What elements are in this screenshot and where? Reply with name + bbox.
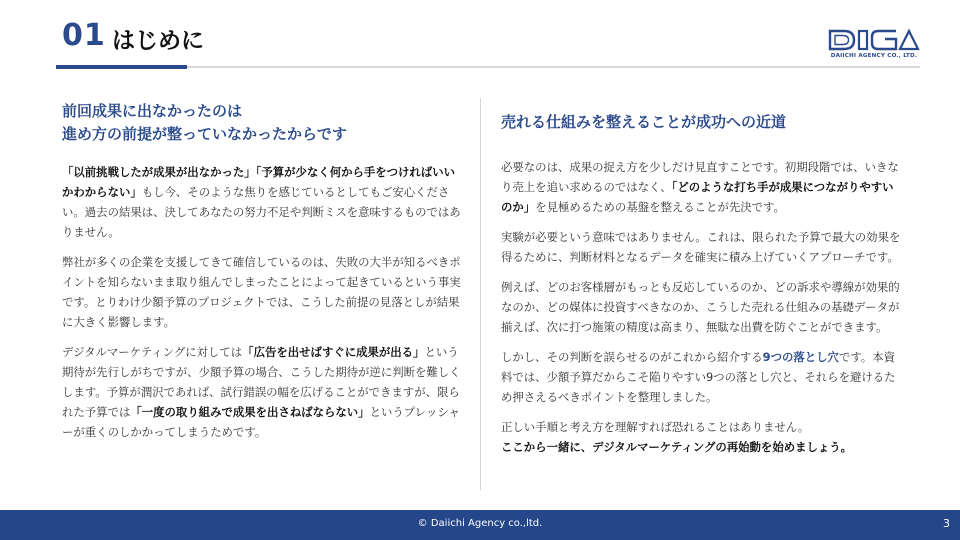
right-paragraph-3: 例えば、どのお客様層がもっとも反応しているのか、どの訴求や導線が効果的なのか、どの媒体に投資すべきなのか、こうした売れる仕組みの基礎データが揃えば、次に打つ施策の精度は高まり、無駄な出費を防ぐことができます。	[501, 280, 900, 334]
copyright: © Daiichi Agency co.,ltd.	[417, 518, 543, 529]
left-column	[62, 98, 462, 442]
left-p3-bold-2: 「一度の取り組みで成果を出さねばならない」	[130, 405, 370, 419]
quote-2: 「予算が少なく何から手をつければいいかわからない」	[62, 165, 455, 199]
right-p4-text-2: です。本資料では、少額予算だからこそ陥りやすい9つの落とし穴と、それらを避けるため押さえるべきポイントを整理しました。	[501, 350, 896, 404]
right-paragraph-4	[501, 347, 901, 407]
column-divider	[480, 98, 481, 490]
right-p1-text-2: を見極めるための基盤を整えることが先決です。	[535, 200, 785, 214]
left-heading	[62, 100, 462, 146]
right-paragraph-2: 実験が必要という意味ではありません。これは、限られた予算で最大の効果を得るために、判断材料となるデータを確実に積み上げていくアプローチです。	[501, 230, 901, 264]
left-heading-line2: 進め方の前提が整っていなかったからです	[62, 125, 347, 143]
right-heading: 売れる仕組みを整えることが成功への近道	[501, 113, 787, 131]
section-number: 01	[62, 18, 106, 53]
left-p3-text-2: という期待が先行しがちですが、少額予算の場合、こうした期待が逆に判断を難しくします。予算が潤沢であれば、試行錯誤の幅を広げることができますが、限られた予算では	[62, 345, 461, 419]
left-paragraph-1	[62, 162, 462, 242]
right-p5-bold: ここから一緒に、デジタルマーケティングの再始動を始めましょう。	[501, 440, 853, 454]
slide-header	[0, 0, 960, 70]
right-p1-bold: 「どのような打ち手が成果につながりやすいのか」	[501, 180, 894, 214]
left-heading-line1: 前回成果に出なかったのは	[62, 102, 243, 120]
left-paragraph-2: 弊社が多くの企業を支援してきて確信しているのは、失敗の大半が知るべきポイントを知らないまま取り組んでしまったことによって起きているという事実です。とりわけ少額予算のプロジェクトでは、こうした前提の見落としが結果に大きく影響します。	[62, 255, 461, 329]
logo-subtitle: DAIICHI AGENCY CO., LTD.	[830, 53, 918, 59]
left-p3-bold-1: 「広告を出せばすぐに成果が出る」	[242, 345, 425, 359]
section-title: はじめに	[112, 28, 204, 54]
left-p3-text-3: というプレッシャーが重くのしかかってしまうためです。	[62, 405, 460, 439]
header-rule-accent	[56, 65, 187, 69]
right-column	[501, 98, 901, 457]
right-paragraph-5	[501, 417, 901, 457]
right-p4-text-1: しかし、その判断を誤らせるのがこれから紹介する	[501, 350, 763, 364]
dig-logo-mark	[826, 28, 922, 52]
right-p5-text: 正しい手順と考え方を理解すれば恐れることはありません。	[501, 420, 810, 434]
right-p1-text-1: 必要なのは、成果の捉え方を少しだけ見直すことです。初期段階では、いきなり売上を追い求めるのではなく、	[501, 160, 899, 194]
right-p4-accent: 9つの落とし穴	[762, 350, 839, 364]
company-logo	[826, 28, 922, 68]
quote-1: 「以前挑戦したが成果が出なかった」	[62, 165, 256, 179]
page-number: 3	[943, 517, 950, 530]
left-paragraph-3	[62, 342, 462, 442]
left-p3-text-1: デジタルマーケティングに対しては	[62, 345, 243, 359]
slide-footer	[0, 510, 960, 540]
right-paragraph-1	[501, 157, 901, 217]
left-p1-text: もし今、そのような焦りを感じているとしてもご安心ください。過去の結果は、決してあなたの努力不足や判断ミスを意味するものではありません。	[62, 185, 461, 239]
